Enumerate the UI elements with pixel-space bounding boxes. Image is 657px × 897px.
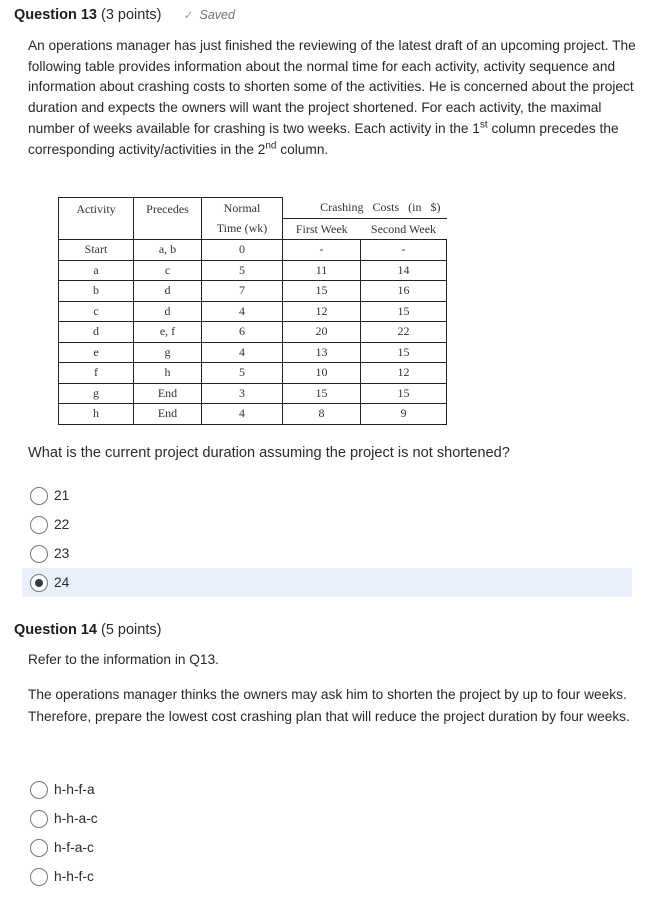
cell-normal-time: 7 bbox=[202, 281, 283, 302]
radio-unselected-icon[interactable] bbox=[30, 545, 48, 563]
q13-option-3[interactable] bbox=[22, 539, 632, 568]
q13-option-2[interactable] bbox=[22, 510, 632, 539]
option-label[interactable]: h-h-f-c bbox=[54, 869, 94, 884]
cell-precedes: h bbox=[134, 363, 202, 384]
question-14-options bbox=[22, 775, 632, 891]
table-row bbox=[59, 322, 447, 343]
radio-dot-icon bbox=[35, 579, 43, 587]
cell-first-week-cost: 20 bbox=[283, 322, 361, 343]
question-14-title: Question 14 bbox=[14, 622, 97, 638]
option-label[interactable]: 23 bbox=[54, 546, 70, 561]
q14-option-2[interactable] bbox=[22, 804, 632, 833]
saved-status bbox=[183, 8, 235, 22]
cell-activity: d bbox=[59, 322, 134, 343]
q14-option-4[interactable] bbox=[22, 862, 632, 891]
header-normal-line1: Normal bbox=[202, 198, 283, 219]
header-first-week: First Week bbox=[283, 219, 361, 240]
intro-text-part-3: column. bbox=[276, 141, 329, 157]
activity-table bbox=[58, 197, 447, 425]
cell-normal-time: 6 bbox=[202, 322, 283, 343]
question-14-intro: Refer to the information in Q13. bbox=[28, 652, 219, 667]
cell-activity: g bbox=[59, 383, 134, 404]
cell-second-week-cost: 15 bbox=[361, 342, 447, 363]
cell-first-week-cost: 10 bbox=[283, 363, 361, 384]
cell-activity: b bbox=[59, 281, 134, 302]
saved-label: Saved bbox=[199, 8, 235, 22]
radio-unselected-icon[interactable] bbox=[30, 516, 48, 534]
question-13-prompt: What is the current project duration assuming the project is not shortened? bbox=[28, 445, 510, 461]
cell-normal-time: 5 bbox=[202, 260, 283, 281]
radio-unselected-icon[interactable] bbox=[30, 839, 48, 857]
cell-normal-time: 4 bbox=[202, 301, 283, 322]
q13-option-4[interactable] bbox=[22, 568, 632, 597]
q14-option-3[interactable] bbox=[22, 833, 632, 862]
table-row bbox=[59, 342, 447, 363]
option-label[interactable]: 22 bbox=[54, 517, 70, 532]
option-label[interactable]: h-h-f-a bbox=[54, 782, 95, 797]
cell-first-week-cost: 15 bbox=[283, 281, 361, 302]
table-row bbox=[59, 404, 447, 425]
intro-text-part-1: An operations manager has just finished the reviewing of the latest draft of an upcoming project. The following table provides information about the normal time for each activity, activity sequence and information about crashing costs to shorten some of the activities. He is concerned about the project duration and expects the owners will want the project shortened. For each activity, the maximal number of weeks available for crashing is two weeks. Each activity in the 1 bbox=[28, 38, 636, 136]
table-row bbox=[59, 240, 447, 261]
cell-second-week-cost: 12 bbox=[361, 363, 447, 384]
question-14-header bbox=[14, 622, 161, 638]
cell-normal-time: 5 bbox=[202, 363, 283, 384]
option-label[interactable]: h-h-a-c bbox=[54, 811, 98, 826]
question-14-body: The operations manager thinks the owners may ask him to shorten the project by up to four weeks. Therefore, prepare the lowest cost crashing plan that will reduce the project duration by four weeks. bbox=[28, 687, 630, 724]
q13-option-1[interactable] bbox=[22, 481, 632, 510]
radio-unselected-icon[interactable] bbox=[30, 781, 48, 799]
header-second-week: Second Week bbox=[361, 219, 447, 240]
cell-activity: a bbox=[59, 260, 134, 281]
cell-first-week-cost: 8 bbox=[283, 404, 361, 425]
cell-second-week-cost: - bbox=[361, 240, 447, 261]
cell-normal-time: 4 bbox=[202, 342, 283, 363]
question-13-intro bbox=[28, 36, 638, 160]
cell-normal-time: 4 bbox=[202, 404, 283, 425]
table-row bbox=[59, 383, 447, 404]
superscript-st: st bbox=[479, 119, 488, 131]
table-header-row-1 bbox=[59, 198, 447, 219]
option-label[interactable]: h-f-a-c bbox=[54, 840, 94, 855]
activity-table-wrap bbox=[58, 197, 447, 425]
cell-precedes: e, f bbox=[134, 322, 202, 343]
cell-second-week-cost: 9 bbox=[361, 404, 447, 425]
cell-second-week-cost: 15 bbox=[361, 383, 447, 404]
cell-precedes: a, b bbox=[134, 240, 202, 261]
cell-first-week-cost: - bbox=[283, 240, 361, 261]
header-precedes: Precedes bbox=[134, 198, 202, 240]
radio-unselected-icon[interactable] bbox=[30, 868, 48, 886]
option-label[interactable]: 24 bbox=[54, 575, 70, 590]
cell-normal-time: 3 bbox=[202, 383, 283, 404]
cell-precedes: d bbox=[134, 281, 202, 302]
header-crashing-costs: Crashing Costs (in $) bbox=[283, 198, 447, 219]
table-row bbox=[59, 260, 447, 281]
superscript-nd: nd bbox=[265, 139, 277, 151]
question-14-points: (5 points) bbox=[101, 622, 162, 638]
radio-unselected-icon[interactable] bbox=[30, 810, 48, 828]
cell-precedes: g bbox=[134, 342, 202, 363]
cell-second-week-cost: 15 bbox=[361, 301, 447, 322]
cell-activity: h bbox=[59, 404, 134, 425]
question-13-points: (3 points) bbox=[101, 7, 162, 23]
cell-activity: Start bbox=[59, 240, 134, 261]
header-activity: Activity bbox=[59, 198, 134, 240]
radio-selected-icon[interactable] bbox=[30, 574, 48, 592]
header-normal-line2: Time (wk) bbox=[202, 219, 283, 240]
cell-first-week-cost: 11 bbox=[283, 260, 361, 281]
cell-second-week-cost: 16 bbox=[361, 281, 447, 302]
cell-first-week-cost: 12 bbox=[283, 301, 361, 322]
cell-first-week-cost: 13 bbox=[283, 342, 361, 363]
cell-second-week-cost: 22 bbox=[361, 322, 447, 343]
cell-precedes: End bbox=[134, 383, 202, 404]
intro-text-part-2: column precedes the corresponding activity/activities in the 2 bbox=[28, 120, 619, 157]
question-13-options bbox=[22, 481, 632, 597]
question-13-header bbox=[14, 7, 235, 23]
checkmark-icon: ✓ bbox=[183, 8, 194, 22]
cell-activity: c bbox=[59, 301, 134, 322]
cell-precedes: End bbox=[134, 404, 202, 425]
cell-precedes: c bbox=[134, 260, 202, 281]
cell-second-week-cost: 14 bbox=[361, 260, 447, 281]
table-row bbox=[59, 301, 447, 322]
cell-activity: f bbox=[59, 363, 134, 384]
q14-option-1[interactable] bbox=[22, 775, 632, 804]
table-row bbox=[59, 281, 447, 302]
radio-unselected-icon[interactable] bbox=[30, 487, 48, 505]
cell-activity: e bbox=[59, 342, 134, 363]
cell-precedes: d bbox=[134, 301, 202, 322]
question-13-title: Question 13 bbox=[14, 7, 97, 23]
cell-normal-time: 0 bbox=[202, 240, 283, 261]
option-label[interactable]: 21 bbox=[54, 488, 70, 503]
cell-first-week-cost: 15 bbox=[283, 383, 361, 404]
table-row bbox=[59, 363, 447, 384]
